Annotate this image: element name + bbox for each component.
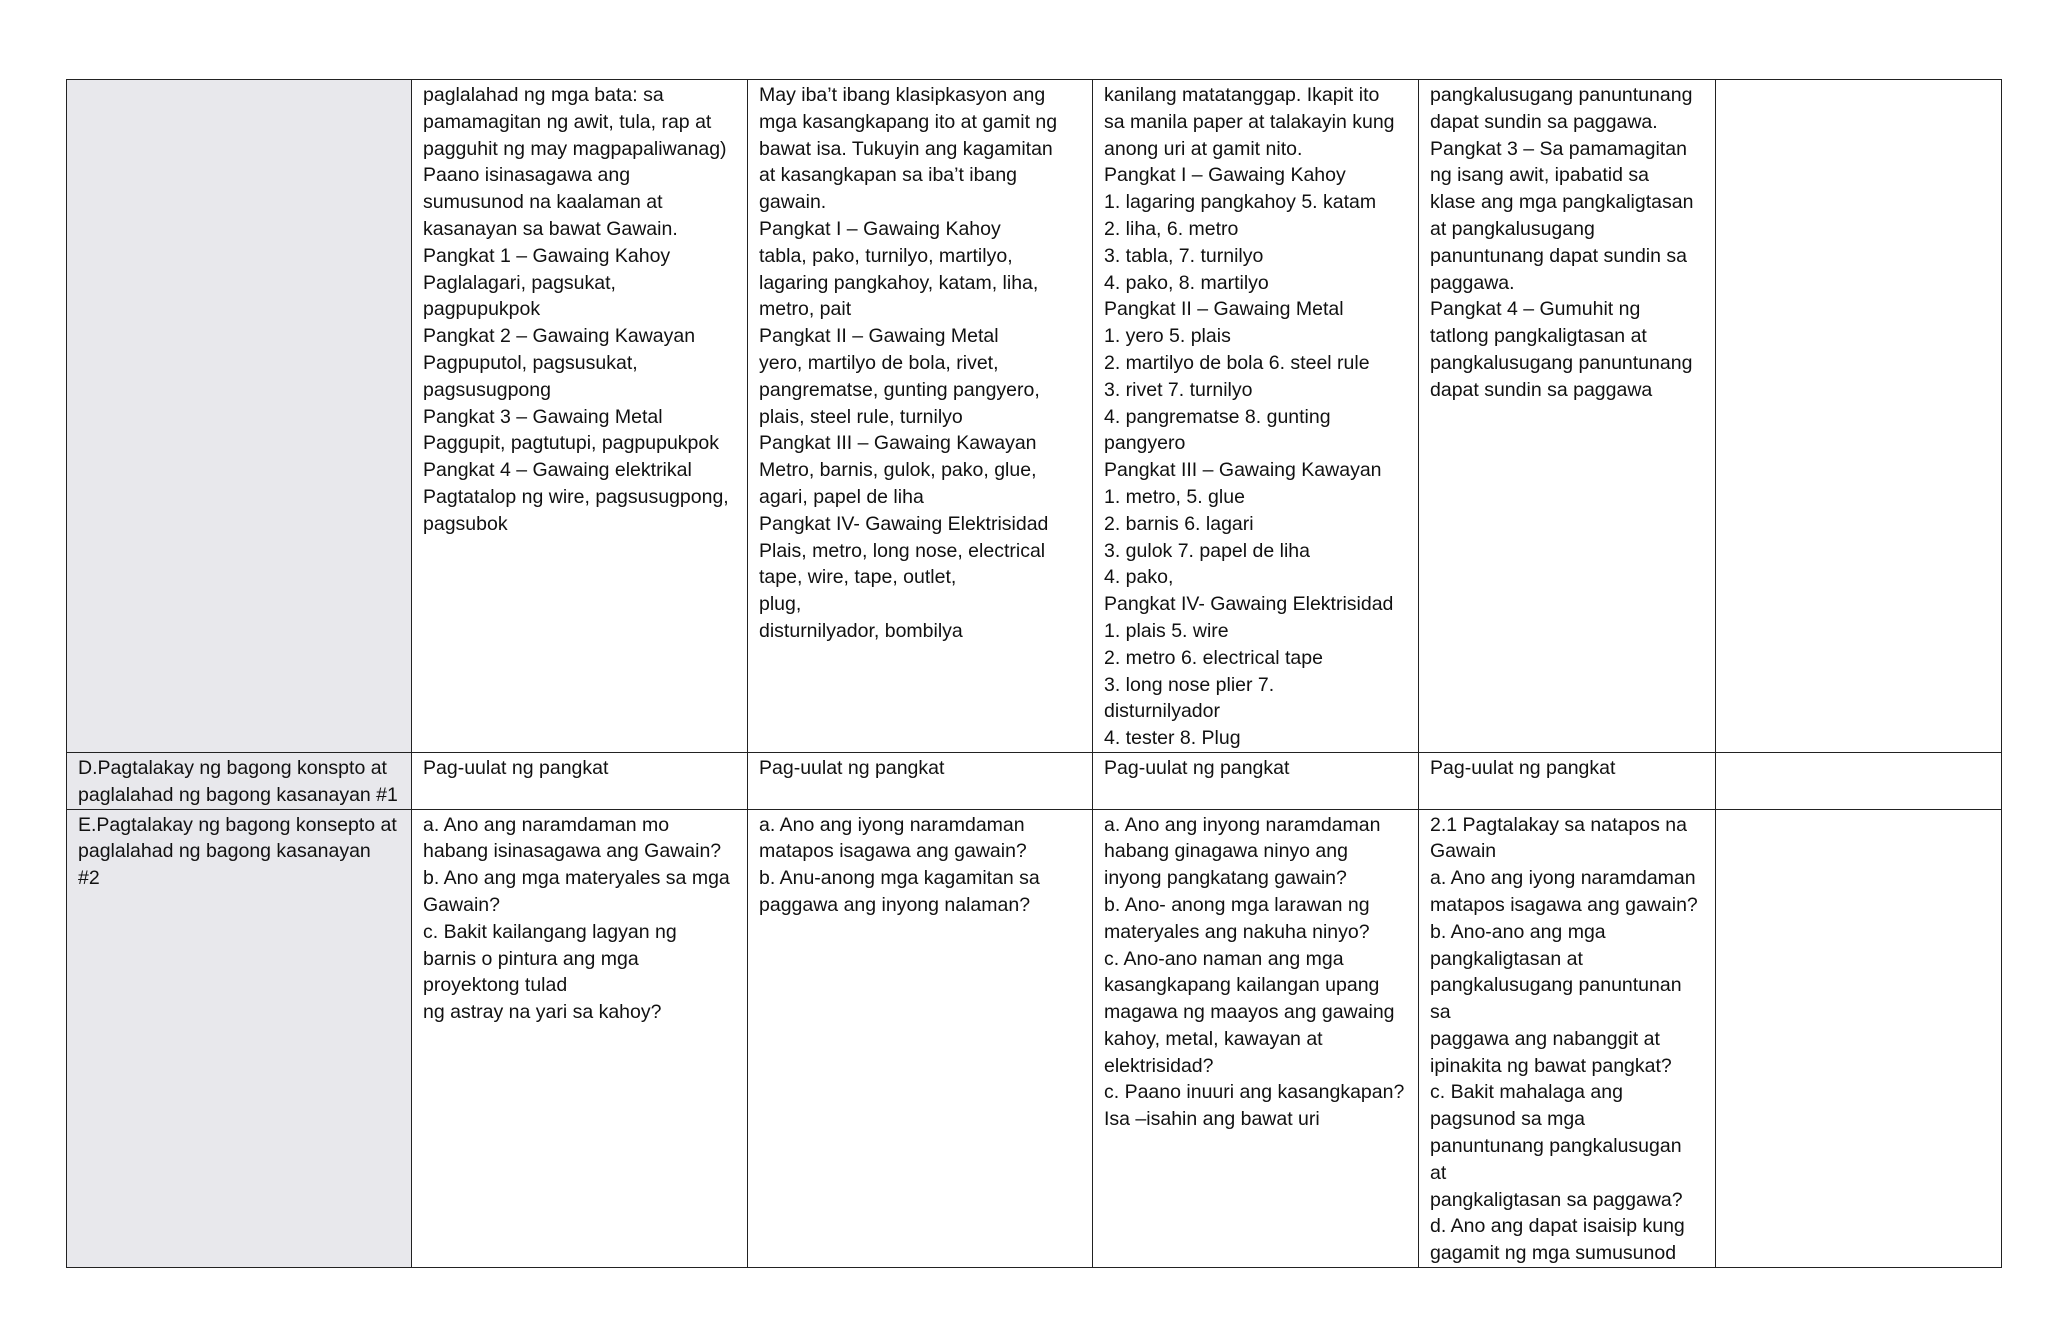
table-cell: Pag-uulat ng pangkat <box>1419 752 1716 809</box>
table-cell <box>1716 809 2002 1268</box>
table-cell: kanilang matatanggap. Ikapit ito sa manila paper at talakayin kung anong uri at gamit nito. Pangkat I – Gawaing Kahoy 1. lagaring pangkahoy 5. katam 2. liha, 6. metro 3. tabla, 7. turnilyo 4. pako, 8. martilyo Pangkat II – Gawaing Metal 1. yero 5. plais 2. martilyo de bola 6. steel rule 3. rivet 7. turnilyo 4. pangrematse 8. gunting pangyero Pangkat III – Gawaing Kawayan 1. metro, 5. glue 2. barnis 6. lagari 3. gulok 7. papel de liha 4. pako, Pangkat IV- Gawaing Elektrisidad 1. plais 5. wire 2. metro 6. electrical tape 3. long nose plier 7. disturnilyador 4. tester 8. Plug <box>1093 80 1419 753</box>
table-row <box>67 80 2002 753</box>
table-cell: Pag-uulat ng pangkat <box>1093 752 1419 809</box>
table-cell: May iba’t ibang klasipkasyon ang mga kasangkapang ito at gamit ng bawat isa. Tukuyin ang kagamitan at kasangkapan sa iba’t ibang gawain. Pangkat I – Gawaing Kahoy tabla, pako, turnilyo, martilyo, lagaring pangkahoy, katam, liha, metro, pait Pangkat II – Gawaing Metal yero, martilyo de bola, rivet, pangrematse, gunting pangyero, plais, steel rule, turnilyo Pangkat III – Gawaing Kawayan Metro, barnis, gulok, pako, glue, agari, papel de liha Pangkat IV- Gawaing Elektrisidad Plais, metro, long nose, electrical tape, wire, tape, outlet, plug, disturnilyador, bombilya <box>748 80 1093 753</box>
row-label-cell <box>67 80 412 753</box>
table-cell: Pag-uulat ng pangkat <box>748 752 1093 809</box>
row-label-cell: E.Pagtalakay ng bagong konsepto at paglalahad ng bagong kasanayan #2 <box>67 809 412 1268</box>
lesson-plan-table <box>66 79 2002 1268</box>
table-cell: Pag-uulat ng pangkat <box>412 752 748 809</box>
table-cell: a. Ano ang iyong naramdaman matapos isagawa ang gawain? b. Anu-anong mga kagamitan sa paggawa ang inyong nalaman? <box>748 809 1093 1268</box>
table-row <box>67 809 2002 1268</box>
row-label-cell: D.Pagtalakay ng bagong konspto at paglalahad ng bagong kasanayan #1 <box>67 752 412 809</box>
table-cell: a. Ano ang inyong naramdaman habang ginagawa ninyo ang inyong pangkatang gawain? b. Ano- anong mga larawan ng materyales ang nakuha ninyo? c. Ano-ano naman ang mga kasangkapang kailangan upang magawa ng maayos ang gawaing kahoy, metal, kawayan at elektrisidad? c. Paano inuuri ang kasangkapan? Isa –isahin ang bawat uri <box>1093 809 1419 1268</box>
table-cell <box>1716 752 2002 809</box>
table-cell: 2.1 Pagtalakay sa natapos na Gawain a. Ano ang iyong naramdaman matapos isagawa ang gawain? b. Ano-ano ang mga pangkaligtasan at pangkalusugang panuntunan sa paggawa ang nabanggit at ipinakita ng bawat pangkat? c. Bakit mahalaga ang pagsunod sa mga panuntunang pangkalusugan at pangkaligtasan sa paggawa? d. Ano ang dapat isaisip kung gagamit ng mga sumusunod <box>1419 809 1716 1268</box>
table-cell: paglalahad ng mga bata: sa pamamagitan ng awit, tula, rap at pagguhit ng may magpapaliwanag) Paano isinasagawa ang sumusunod na kaalaman at kasanayan sa bawat Gawain. Pangkat 1 – Gawaing Kahoy Paglalagari, pagsukat, pagpupukpok Pangkat 2 – Gawaing Kawayan Pagpuputol, pagsusukat, pagsusugpong Pangkat 3 – Gawaing Metal Paggupit, pagtutupi, pagpupukpok Pangkat 4 – Gawaing elektrikal Pagtatalop ng wire, pagsusugpong, pagsubok <box>412 80 748 753</box>
table-cell <box>1716 80 2002 753</box>
table-row <box>67 752 2002 809</box>
table-cell: pangkalusugang panuntunang dapat sundin sa paggawa. Pangkat 3 – Sa pamamagitan ng isang awit, ipabatid sa klase ang mga pangkaligtasan at pangkalusugang panuntunang dapat sundin sa paggawa. Pangkat 4 – Gumuhit ng tatlong pangkaligtasan at pangkalusugang panuntunang dapat sundin sa paggawa <box>1419 80 1716 753</box>
table-cell: a. Ano ang naramdaman mo habang isinasagawa ang Gawain? b. Ano ang mga materyales sa mga Gawain? c. Bakit kailangang lagyan ng barnis o pintura ang mga proyektong tulad ng astray na yari sa kahoy? <box>412 809 748 1268</box>
